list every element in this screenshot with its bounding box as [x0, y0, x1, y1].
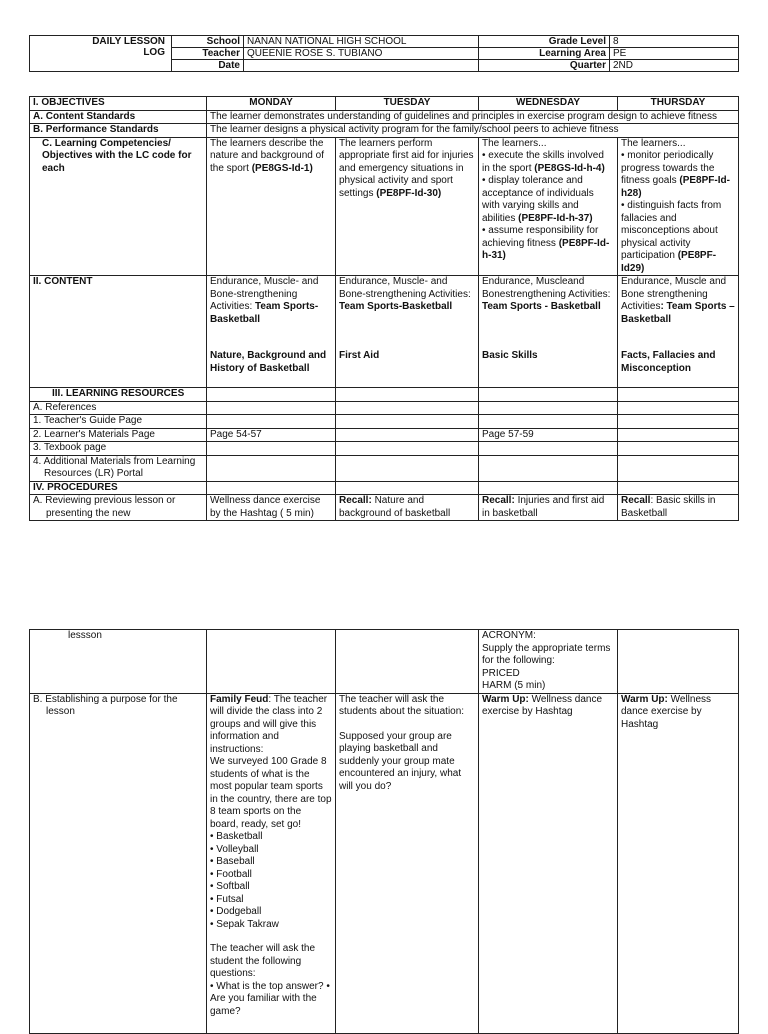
- competency-monday-code: (PE8GS-Id-1): [251, 162, 313, 174]
- cell: [618, 415, 739, 429]
- competencies-label: C. Learning Competencies/ Objectives with the LC code for each: [30, 137, 207, 276]
- content-topic-thursday: Facts, Fallacies and Misconception: [621, 350, 716, 374]
- quarter-value: 2ND: [610, 60, 739, 72]
- review-thursday: [618, 495, 739, 521]
- cell: [336, 415, 479, 429]
- warm-up-text: Wellness dance exercise by Hashtag: [482, 693, 603, 717]
- textbook-row: [30, 442, 739, 456]
- sport-item: • Baseball: [210, 856, 255, 867]
- recall-text: : Basic skills in Basketball: [621, 495, 716, 519]
- bullet-text: • assume responsibility for achieving fitness: [482, 225, 599, 249]
- bullet-text: • display tolerance and acceptance of individuals with varying skills and abilities: [482, 175, 594, 224]
- sport-item: • Volleyball: [210, 843, 259, 855]
- cell: [618, 455, 739, 481]
- bullet-code: (PE8GS-Id-h-4): [534, 162, 605, 174]
- family-feud-survey: We surveyed 100 Grade 8 students of what is the most popular team sports in the country, there are top 8 team sports on the board, ready, set go!: [210, 756, 332, 830]
- area-value: PE: [610, 48, 739, 60]
- acronym-title: ACRONYM:: [482, 630, 536, 641]
- lesson-table-continued: [29, 629, 739, 1034]
- cell: [618, 388, 739, 402]
- competency-monday-text: The learners describe the nature and background of the sport: [210, 137, 324, 174]
- purpose-label: B. Establishing a purpose for the lesson: [30, 693, 207, 1033]
- resources-label: III. LEARNING RESOURCES: [30, 388, 207, 402]
- content-standards-text: The learner demonstrates understanding of guidelines and principles in exercise program design to achieve fitness: [207, 110, 739, 124]
- content-monday: [207, 276, 336, 388]
- procedures-row: [30, 481, 739, 495]
- cell: [336, 455, 479, 481]
- cell: [479, 401, 618, 415]
- competency-wednesday-item: [482, 225, 614, 263]
- performance-standards-label: B. Performance Standards: [30, 124, 207, 138]
- acronym-item: HARM (5 min): [482, 680, 546, 691]
- content-tuesday: [336, 276, 479, 388]
- competency-wednesday-item: [482, 150, 614, 175]
- log-title-line1: DAILY LESSON: [92, 36, 165, 47]
- review-row: [30, 495, 739, 521]
- cell: [336, 481, 479, 495]
- content-sport: Team Sports-Basketball: [210, 301, 319, 325]
- content-text: Endurance, Muscle and Bone strengthening Activities: [621, 276, 727, 312]
- review-label-continued: lessson: [30, 630, 207, 694]
- sport-item: • Sepak Takraw: [210, 918, 279, 930]
- cell: [618, 401, 739, 415]
- date-label: Date: [172, 60, 244, 72]
- teachers-guide-label: 1. Teacher's Guide Page: [30, 415, 207, 429]
- content-standards-row: [30, 110, 739, 124]
- competency-thursday-item: [621, 150, 735, 200]
- family-feud-intro: : The teacher will divide the class into 2 groups and will give this information and instructions:: [210, 693, 328, 755]
- cell: [479, 388, 618, 402]
- bullet-text: • execute the skills involved in the sport: [482, 150, 604, 174]
- review-tuesday: [336, 495, 479, 521]
- review-row-continued: [30, 630, 739, 694]
- warm-up-label: Warm Up:: [482, 693, 529, 705]
- content-text: Endurance, Muscle- and Bone-strengthening Activities:: [210, 276, 319, 312]
- objectives-heading: I. OBJECTIVES: [30, 97, 207, 111]
- sport-item: • Softball: [210, 881, 250, 892]
- cell: [479, 481, 618, 495]
- teacher-value: QUEENIE ROSE S. TUBIANO: [244, 48, 479, 60]
- family-feud-title: Family Feud: [210, 693, 269, 705]
- log-title-line2: LOG: [143, 47, 165, 58]
- competency-tuesday-code: (PE8PF-Id-30): [376, 187, 442, 199]
- purpose-row: [30, 693, 739, 1033]
- purpose-monday: [207, 693, 336, 1033]
- situation-intro: The teacher will ask the students about the situation:: [339, 693, 465, 717]
- competency-thursday: [618, 137, 739, 276]
- school-value: NANAN NATIONAL HIGH SCHOOL: [244, 36, 479, 48]
- recall-label: Recall:: [482, 495, 515, 506]
- sport-item: • Dodgeball: [210, 906, 262, 917]
- cell: [336, 442, 479, 456]
- content-sport: : Team Sports – Basketball: [621, 301, 735, 325]
- grade-label: Grade Level: [479, 36, 610, 48]
- content-wednesday: [479, 276, 618, 388]
- cell: [336, 428, 479, 442]
- references-label: A. References: [30, 401, 207, 415]
- cell: [618, 481, 739, 495]
- content-sport: Team Sports - Basketball: [482, 301, 601, 312]
- cell: [336, 388, 479, 402]
- additional-materials-row: [30, 455, 739, 481]
- teacher-label: Teacher: [172, 48, 244, 60]
- days-header-row: [30, 97, 739, 111]
- monday-heading: MONDAY: [207, 97, 336, 111]
- cell: [207, 401, 336, 415]
- content-label: II. CONTENT: [30, 276, 207, 388]
- content-topic-monday: Nature, Background and History of Basketball: [210, 350, 327, 374]
- grade-value: 8: [610, 36, 739, 48]
- cell: [207, 481, 336, 495]
- teachers-guide-row: [30, 415, 739, 429]
- bullet-code: (PE8PF-Id-h28): [621, 175, 730, 199]
- performance-standards-text: The learner designs a physical activity program for the family/school peers to achieve fitness: [207, 124, 739, 138]
- quarter-label: Quarter: [479, 60, 610, 72]
- competency-monday: [207, 137, 336, 276]
- content-standards-label: A. Content Standards: [30, 110, 207, 124]
- situation-text: Supposed your group are playing basketball and suddenly your group mate encountered an injury, what will you do?: [339, 730, 462, 792]
- wednesday-heading: WEDNESDAY: [479, 97, 618, 111]
- review-monday: Wellness dance exercise by the Hashtag ( 5 min): [207, 495, 336, 521]
- procedures-label: IV. PROCEDURES: [30, 481, 207, 495]
- learners-materials-label: 2. Learner's Materials Page: [30, 428, 207, 442]
- purpose-thursday: [618, 693, 739, 1033]
- sport-item: • Futsal: [210, 893, 244, 905]
- log-title: [30, 36, 172, 72]
- content-thursday: [618, 276, 739, 388]
- review-wednesday: [479, 495, 618, 521]
- family-feud-question: • What is the top answer? • Are you familiar with the game?: [210, 980, 330, 1017]
- competencies-row: [30, 137, 739, 276]
- date-value: [244, 60, 479, 72]
- warm-up-text: Wellness dance exercise by Hashtag: [621, 693, 712, 730]
- purpose-wednesday: [479, 693, 618, 1033]
- recall-text: Nature and background of basketball: [339, 495, 451, 519]
- competency-thursday-item: [621, 200, 735, 275]
- sport-item: • Basketball: [210, 831, 263, 842]
- cell: [336, 401, 479, 415]
- purpose-tuesday: [336, 693, 479, 1033]
- performance-standards-row: [30, 124, 739, 138]
- cell: [618, 442, 739, 456]
- competency-wednesday: [479, 137, 618, 276]
- cell: [479, 415, 618, 429]
- bullet-code: (PE8PF-Id-h-37): [518, 212, 593, 224]
- cell: [618, 630, 739, 694]
- resources-row: [30, 388, 739, 402]
- thursday-heading: THURSDAY: [618, 97, 739, 111]
- cell: [336, 630, 479, 694]
- content-row: [30, 276, 739, 388]
- competency-thursday-intro: The learners...: [621, 137, 686, 149]
- school-label: School: [172, 36, 244, 48]
- cell: [207, 415, 336, 429]
- tuesday-heading: TUESDAY: [336, 97, 479, 111]
- cell: [207, 442, 336, 456]
- acronym-instruction: Supply the appropriate terms for the following:: [482, 642, 611, 666]
- recall-text: Injuries and first aid in basketball: [482, 495, 605, 519]
- cell: [207, 455, 336, 481]
- competency-tuesday: [336, 137, 479, 276]
- competency-wednesday-intro: The learners...: [482, 137, 547, 149]
- lesson-table: [29, 96, 739, 521]
- references-row: [30, 401, 739, 415]
- bullet-text: • monitor periodically progress towards the fitness goals: [621, 150, 715, 186]
- learners-materials-wednesday: Page 57-59: [479, 428, 618, 442]
- learners-materials-monday: Page 54-57: [207, 428, 336, 442]
- cell: [618, 428, 739, 442]
- recall-label: Recall: [621, 495, 651, 506]
- sport-item: • Football: [210, 868, 252, 880]
- acronym-item: PRICED: [482, 667, 520, 679]
- content-topic-tuesday: First Aid: [339, 349, 380, 361]
- competency-tuesday-text: The learners perform appropriate first aid for injuries and emergency situations in physical activity and sport settings: [339, 137, 474, 199]
- cell: [207, 388, 336, 402]
- warm-up-label: Warm Up:: [621, 693, 668, 705]
- competency-wednesday-item: [482, 175, 614, 225]
- cell: [479, 442, 618, 456]
- bullet-code: (PE8PF-Id29): [621, 250, 717, 274]
- learners-materials-row: [30, 428, 739, 442]
- content-text: Endurance, Muscleand Bonestrengthening Activities:: [482, 276, 611, 300]
- content-topic-wednesday: Basic Skills: [482, 349, 538, 361]
- content-sport: Team Sports-Basketball: [339, 301, 453, 312]
- recall-label: Recall:: [339, 495, 372, 506]
- area-label: Learning Area: [479, 48, 610, 60]
- content-text: Endurance, Muscle- and Bone-strengthening Activities:: [339, 276, 471, 300]
- header-table: [29, 35, 739, 72]
- textbook-label: 3. Texbook page: [30, 442, 207, 456]
- review-label: A. Reviewing previous lesson or presenting the new: [30, 495, 207, 521]
- additional-materials-label: 4. Additional Materials from Learning Resources (LR) Portal: [30, 455, 207, 481]
- acronym-wednesday: [479, 630, 618, 694]
- cell: [479, 455, 618, 481]
- bullet-code: (PE8PF-Id-h-31): [482, 237, 610, 261]
- cell: [207, 630, 336, 694]
- family-feud-ask: The teacher will ask the student the following questions:: [210, 943, 316, 979]
- bullet-text: • distinguish facts from fallacies and misconceptions about physical activity participation: [621, 200, 722, 261]
